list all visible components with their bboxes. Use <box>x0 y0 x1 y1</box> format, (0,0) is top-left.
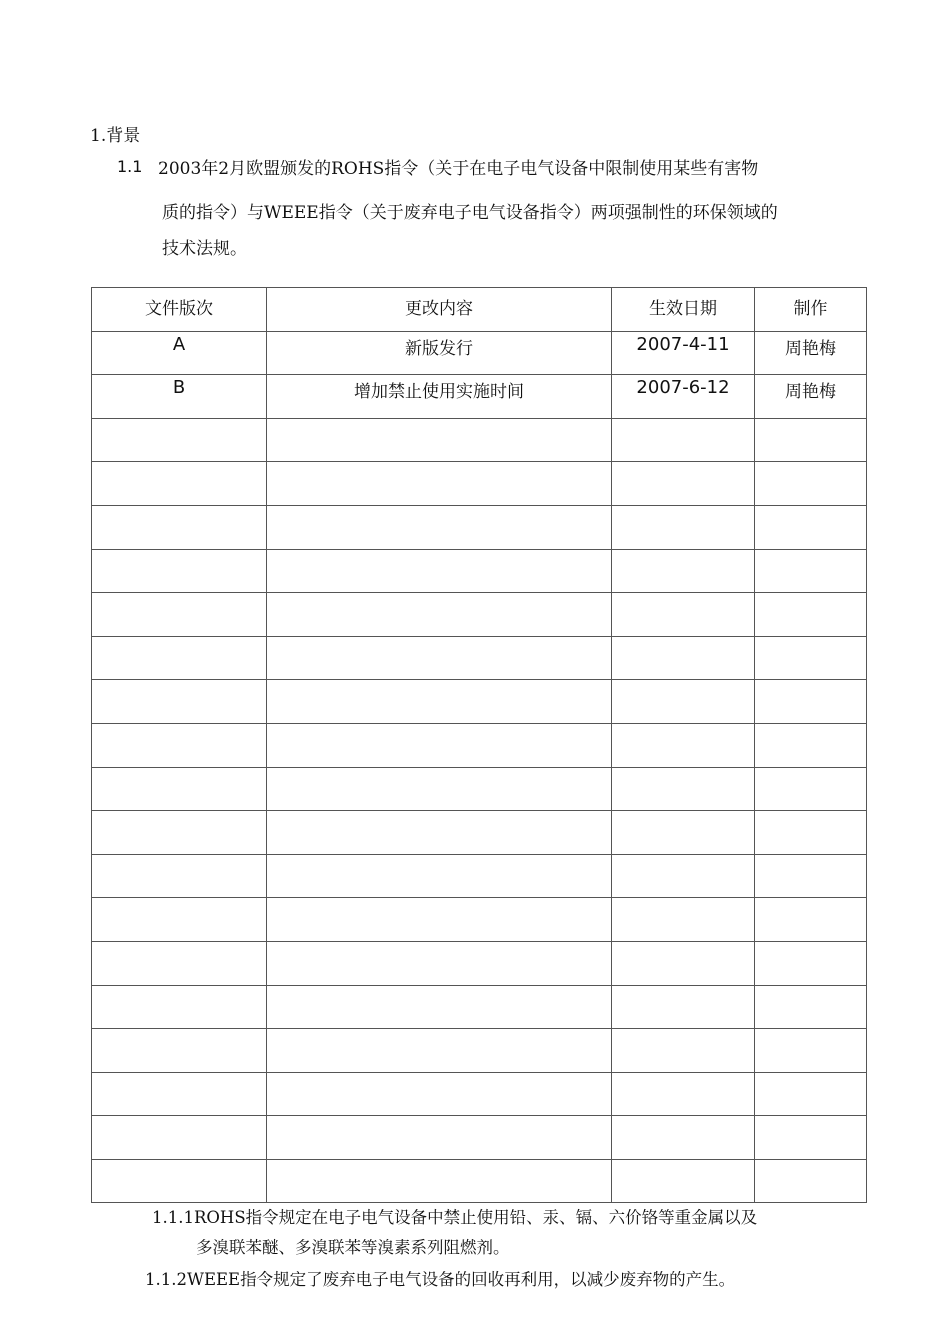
empty-cell <box>755 549 867 593</box>
empty-cell <box>755 941 867 985</box>
empty-cell <box>267 1116 612 1160</box>
empty-cell <box>755 811 867 855</box>
empty-cell <box>92 854 267 898</box>
empty-cell <box>755 1029 867 1073</box>
empty-cell <box>267 505 612 549</box>
empty-cell <box>755 985 867 1029</box>
empty-cell <box>267 462 612 506</box>
table-row-empty <box>92 811 867 855</box>
empty-cell <box>267 418 612 462</box>
empty-cell <box>612 1116 755 1160</box>
header-change-content: 更改内容 <box>267 288 612 332</box>
table-header-row <box>92 288 867 332</box>
empty-cell <box>92 941 267 985</box>
cell-change-content: 新版发行 <box>267 331 612 375</box>
cell-effective-date: 2007-4-11 <box>612 331 755 375</box>
empty-cell <box>755 680 867 724</box>
paragraph-line-1: 2003年2月欧盟颁发的ROHS指令（关于在电子电气设备中限制使用某些有害物 <box>158 159 759 179</box>
empty-cell <box>92 811 267 855</box>
empty-cell <box>92 636 267 680</box>
cell-version: B <box>92 375 267 419</box>
empty-cell <box>612 549 755 593</box>
empty-cell <box>755 1072 867 1116</box>
empty-cell <box>92 593 267 637</box>
empty-cell <box>267 723 612 767</box>
table-row-empty <box>92 1072 867 1116</box>
table-row-empty <box>92 549 867 593</box>
empty-cell <box>755 1116 867 1160</box>
empty-cell <box>755 636 867 680</box>
empty-cell <box>755 767 867 811</box>
empty-cell <box>612 593 755 637</box>
revision-table <box>91 287 867 1203</box>
empty-cell <box>92 723 267 767</box>
empty-cell <box>612 462 755 506</box>
empty-cell <box>612 941 755 985</box>
paragraph-line-2: 质的指令）与WEEE指令（关于废弃电子电气设备指令）两项强制性的环保领域的 <box>162 203 778 223</box>
cell-author: 周艳梅 <box>755 331 867 375</box>
empty-cell <box>755 505 867 549</box>
empty-cell <box>612 636 755 680</box>
empty-cell <box>92 1072 267 1116</box>
table-row-empty <box>92 462 867 506</box>
empty-cell <box>755 723 867 767</box>
empty-cell <box>92 680 267 724</box>
empty-cell <box>612 723 755 767</box>
empty-cell <box>612 1159 755 1203</box>
empty-cell <box>267 854 612 898</box>
cell-version: A <box>92 331 267 375</box>
empty-cell <box>92 1159 267 1203</box>
table-row-empty <box>92 1029 867 1073</box>
empty-cell <box>755 898 867 942</box>
empty-cell <box>612 1029 755 1073</box>
empty-cell <box>267 985 612 1029</box>
empty-cell <box>267 636 612 680</box>
empty-cell <box>267 941 612 985</box>
empty-cell <box>267 680 612 724</box>
table-row-empty <box>92 941 867 985</box>
empty-cell <box>92 985 267 1029</box>
empty-cell <box>267 593 612 637</box>
table-row-empty <box>92 505 867 549</box>
empty-cell <box>612 854 755 898</box>
empty-cell <box>612 898 755 942</box>
empty-cell <box>755 462 867 506</box>
cell-effective-date: 2007-6-12 <box>612 375 755 419</box>
empty-cell <box>755 593 867 637</box>
empty-cell <box>267 811 612 855</box>
empty-cell <box>612 811 755 855</box>
empty-cell <box>267 1072 612 1116</box>
note-1-line-2: 多溴联苯醚、多溴联苯等溴素系列阻燃剂。 <box>196 1238 510 1257</box>
empty-cell <box>755 418 867 462</box>
empty-cell <box>92 462 267 506</box>
cell-author: 周艳梅 <box>755 375 867 419</box>
table-row-empty <box>92 854 867 898</box>
table-row-empty <box>92 898 867 942</box>
empty-cell <box>92 505 267 549</box>
empty-cell <box>92 1029 267 1073</box>
table-row-empty <box>92 767 867 811</box>
header-version: 文件版次 <box>92 288 267 332</box>
header-effective-date: 生效日期 <box>612 288 755 332</box>
empty-cell <box>267 767 612 811</box>
empty-cell <box>92 418 267 462</box>
table-row-empty <box>92 1116 867 1160</box>
table-row-empty <box>92 680 867 724</box>
empty-cell <box>612 985 755 1029</box>
note-2: 1.1.2WEEE指令规定了废弃电子电气设备的回收再利用，以减少废弃物的产生。 <box>145 1270 736 1289</box>
empty-cell <box>92 549 267 593</box>
empty-cell <box>612 505 755 549</box>
empty-cell <box>267 1029 612 1073</box>
cell-change-content: 增加禁止使用实施时间 <box>267 375 612 419</box>
empty-cell <box>92 1116 267 1160</box>
empty-cell <box>612 1072 755 1116</box>
empty-cell <box>612 767 755 811</box>
table-row-empty <box>92 985 867 1029</box>
header-author: 制作 <box>755 288 867 332</box>
section-heading: 1.背景 <box>90 126 141 146</box>
table-row-empty <box>92 723 867 767</box>
table-row-empty <box>92 418 867 462</box>
empty-cell <box>755 1159 867 1203</box>
table-row-empty <box>92 593 867 637</box>
empty-cell <box>92 767 267 811</box>
empty-cell <box>612 680 755 724</box>
note-1-line-1: 1.1.1ROHS指令规定在电子电气设备中禁止使用铅、汞、镉、六价铬等重金属以及 <box>152 1208 758 1227</box>
table-row-empty <box>92 1159 867 1203</box>
empty-cell <box>612 418 755 462</box>
empty-cell <box>267 1159 612 1203</box>
empty-cell <box>267 898 612 942</box>
empty-cell <box>755 854 867 898</box>
table-row <box>92 375 867 419</box>
table-row <box>92 331 867 375</box>
empty-cell <box>92 898 267 942</box>
paragraph-number: 1.1 <box>117 157 143 176</box>
table-row-empty <box>92 636 867 680</box>
empty-cell <box>267 549 612 593</box>
paragraph-line-3: 技术法规。 <box>162 239 247 259</box>
